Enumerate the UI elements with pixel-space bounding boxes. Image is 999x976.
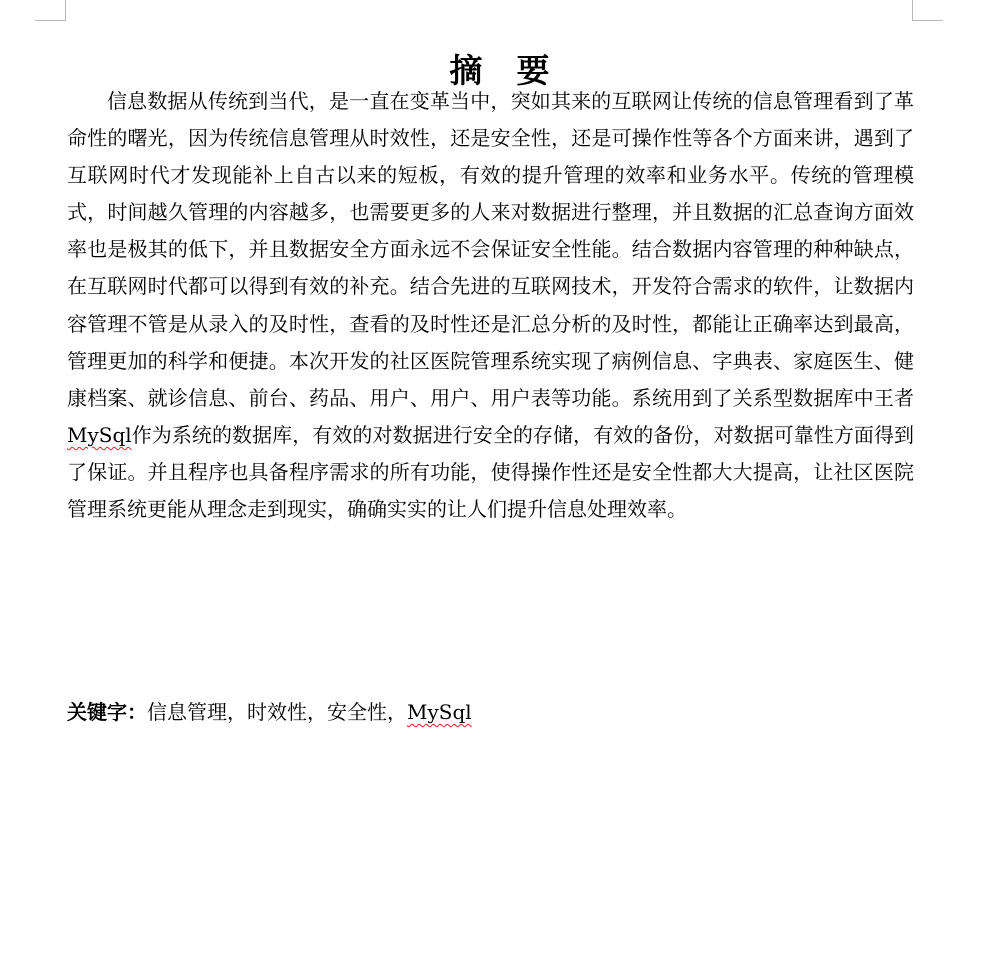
abstract-text-after-mysql: 作为系统的数据库，有效的对数据进行安全的存储，有效的备份，对数据可靠性方面得到了保证。并且程序也具备程序需求的所有功能，使得操作性还是安全性都大大提高，让社区医院管理系统更能从理念走到现实，确确实实的让人们提升信息处理效率。 <box>67 422 914 522</box>
page-corner-mark-top-left <box>35 0 66 21</box>
abstract-mysql-term: MySql <box>67 422 132 447</box>
title-char-1: 摘 <box>449 51 483 91</box>
keywords-text: 信息管理，时效性，安全性， <box>147 700 407 724</box>
keywords-line <box>67 694 914 731</box>
title-char-2: 要 <box>516 51 550 91</box>
page-corner-mark-top-right <box>912 0 943 21</box>
abstract-paragraph <box>67 83 914 528</box>
abstract-text-before-mysql: 信息数据从传统到当代，是一直在变革当中，突如其来的互联网让传统的信息管理看到了革命性的曙光，因为传统信息管理从时效性，还是安全性，还是可操作性等各个方面来讲，遇到了互联网时代才发现能补上自古以来的短板，有效的提升管理的效率和业务水平。传统的管理模式，时间越久管理的内容越多，也需要更多的人来对数据进行整理，并且数据的汇总查询方面效率也是极其的低下，并且数据安全方面永远不会保证安全性能。结合数据内容管理的种种缺点，在互联网时代都可以得到有效的补充。结合先进的互联网技术，开发符合需求的软件，让数据内容管理不管是从录入的及时性，查看的及时性还是汇总分析的及时性，都能让正确率达到最高，管理更加的科学和便捷。本次开发的社区医院管理系统实现了病例信息、字典表、家庭医生、健康档案、就诊信息、前台、药品、用户、用户、用户表等功能。系统用到了关系型数据库中王者 <box>67 89 914 410</box>
keywords-label: 关键字： <box>67 700 147 724</box>
keywords-mysql-term: MySql <box>407 700 472 724</box>
